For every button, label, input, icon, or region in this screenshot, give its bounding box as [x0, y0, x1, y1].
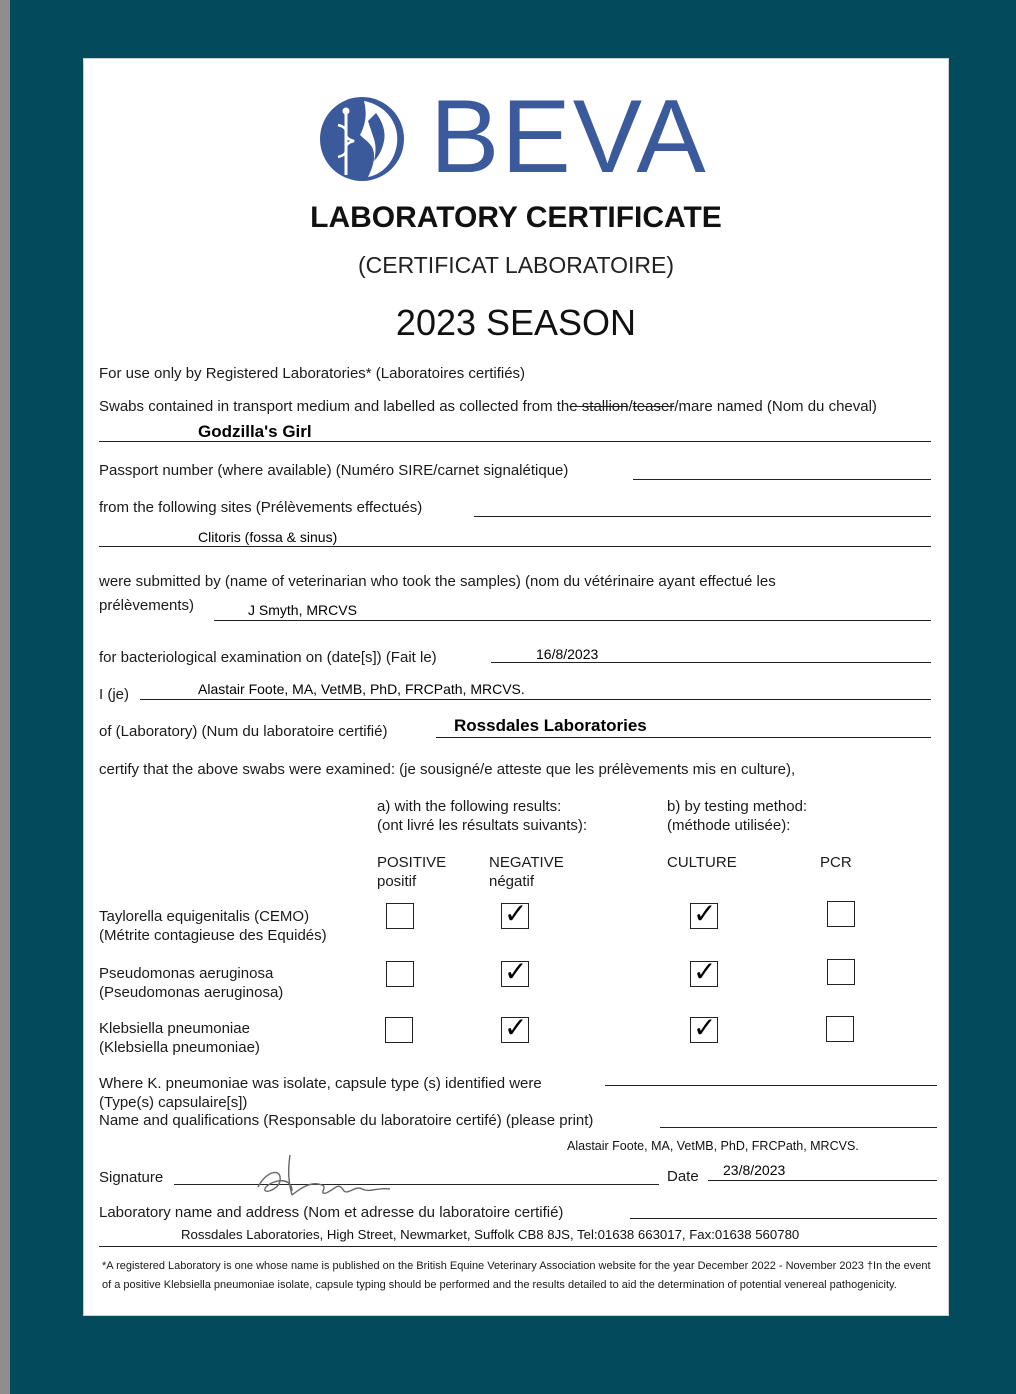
check-mark: ✓: [504, 897, 528, 930]
col-positive: [377, 853, 446, 891]
row-pseudomonas-name: Pseudomonas aeruginosa: [99, 965, 274, 982]
i-value[interactable]: Alastair Foote, MA, VetMB, PhD, FRCPath, MRCVS.: [198, 681, 525, 697]
pseudomonas-pcr-checkbox[interactable]: [827, 959, 855, 985]
col-negative-label: NEGATIVE: [489, 854, 564, 871]
pseudomonas-culture-checkbox[interactable]: [690, 955, 718, 988]
method-header-line2: (méthode utilisée):: [667, 817, 791, 834]
i-label: I (je): [99, 686, 129, 703]
logo-text: BEVA: [430, 79, 708, 195]
passport-label: Passport number (where available) (Numéro SIRE/carnet signalétique): [99, 462, 569, 479]
certificate-page: [83, 58, 949, 1316]
lab-value[interactable]: Rossdales Laboratories: [454, 716, 647, 735]
beva-logo: [316, 79, 736, 195]
results-header-line2: (ont livré les résultats suivants):: [377, 817, 588, 834]
col-negative-sub: négatif: [489, 873, 535, 890]
check-mark: ✓: [693, 955, 717, 988]
results-header-line1: a) with the following results:: [377, 798, 562, 815]
vet-line: [214, 620, 931, 621]
document-subtitle: (CERTIFICAT LABORATOIRE): [357, 252, 675, 278]
check-mark: ✓: [693, 1011, 717, 1044]
i-line: [140, 699, 931, 700]
signature-scribble: [252, 1151, 402, 1201]
sites-line-1: [474, 516, 931, 517]
window-edge: [0, 0, 10, 1394]
signature-line: [174, 1184, 659, 1185]
footnote: *A registered Laboratory is one whose name is published on the British Equine Veterinary Association website for the year December 2022 - November 2023 †In the event of a positive Klebsiella pneumoniae isolate, capsule typing should be performed and the results detailed to aid the determination of potential venereal pathogenicity.: [102, 1260, 931, 1291]
sites-label: from the following sites (Prélèvements effectués): [99, 499, 423, 516]
row-klebsiella-name: Klebsiella pneumoniae: [99, 1020, 250, 1037]
horse-name-value[interactable]: Godzilla's Girl: [198, 422, 312, 441]
col-negative: [489, 853, 564, 891]
klebsiella-pcr-checkbox[interactable]: [826, 1016, 854, 1042]
pseudomonas-positive-checkbox[interactable]: [386, 961, 414, 987]
passport-line: [633, 479, 931, 480]
row-pseudomonas: [99, 964, 283, 1002]
season-heading: 2023 SEASON: [395, 302, 637, 343]
capsule-label-line2: (Type(s) capsulaire[s]): [99, 1094, 248, 1111]
name-qual-line: [660, 1127, 937, 1128]
swabs-prefix: Swabs contained in transport medium and labelled as collected from th: [99, 398, 570, 415]
check-mark: ✓: [504, 1011, 528, 1044]
vet-label-line2: prélèvements): [99, 597, 195, 614]
registered-note: For use only by Registered Laboratories* (Laboratoires certifiés): [99, 365, 526, 382]
row-taylorella-sub: (Métrite contagieuse des Equidés): [99, 927, 327, 944]
klebsiella-negative-checkbox[interactable]: [501, 1011, 529, 1044]
row-klebsiella: [99, 1019, 260, 1057]
method-header: [667, 797, 807, 835]
date-value[interactable]: 23/8/2023: [723, 1162, 786, 1178]
klebsiella-positive-checkbox[interactable]: [385, 1017, 413, 1043]
capsule-line: [605, 1085, 937, 1086]
sites-line-2: [99, 546, 931, 547]
lab-label: of (Laboratory) (Num du laboratoire certifié): [99, 723, 388, 740]
lab-address-value[interactable]: Rossdales Laboratories, High Street, Newmarket, Suffolk CB8 8JS, Tel:01638 663017, Fax:01638 560780: [181, 1227, 800, 1242]
lab-address-line-1: [630, 1218, 937, 1219]
name-qual-label: Name and qualifications (Responsable du laboratoire certifé) (please print): [99, 1112, 594, 1129]
lab-address-line-2: [99, 1246, 937, 1247]
vet-label-line1: were submitted by (name of veterinarian who took the samples) (nom du vétérinaire ayant effectué les: [99, 573, 776, 590]
col-positive-sub: positif: [377, 873, 417, 890]
row-taylorella: [99, 907, 327, 945]
lab-line: [436, 737, 931, 738]
swabs-separator: /: [628, 398, 633, 415]
swabs-struck-teaser: teaser: [632, 398, 675, 415]
taylorella-positive-checkbox[interactable]: [386, 903, 414, 929]
swabs-label: [99, 398, 877, 415]
pseudomonas-negative-checkbox[interactable]: [501, 955, 529, 988]
row-klebsiella-sub: (Klebsiella pneumoniae): [99, 1039, 260, 1056]
horse-name-line: [99, 441, 931, 442]
exam-date-line: [491, 662, 931, 663]
vet-value[interactable]: J Smyth, MRCVS: [248, 602, 357, 618]
col-pcr: [820, 853, 852, 872]
taylorella-pcr-checkbox[interactable]: [827, 901, 855, 927]
swabs-struck-stallion: e stallion: [569, 398, 629, 415]
results-header: [377, 797, 587, 835]
date-label: Date: [667, 1168, 699, 1185]
certify-text: certify that the above swabs were examined: (je sousigné/e atteste que les prélèvements mis en culture),: [99, 761, 796, 778]
date-line: [708, 1180, 937, 1181]
swabs-suffix: /mare named (Nom du cheval): [674, 398, 877, 415]
col-culture-label: CULTURE: [667, 854, 737, 871]
exam-date-value[interactable]: 16/8/2023: [536, 646, 599, 662]
taylorella-culture-checkbox[interactable]: [690, 897, 718, 930]
signature-label: Signature: [99, 1169, 164, 1186]
exam-date-label: for bacteriological examination on (date[s]) (Fait le): [99, 649, 437, 666]
row-taylorella-name: Taylorella equigenitalis (CEMO): [99, 908, 310, 925]
capsule-label-line1: Where K. pneumoniae was isolate, capsule type (s) identified were: [99, 1075, 542, 1092]
document-title: LABORATORY CERTIFICATE: [310, 201, 722, 234]
method-header-line1: b) by testing method:: [667, 798, 808, 815]
sites-value[interactable]: Clitoris (fossa & sinus): [198, 529, 338, 545]
lab-address-label: Laboratory name and address (Nom et adresse du laboratoire certifié): [99, 1204, 564, 1221]
col-positive-label: POSITIVE: [377, 854, 447, 871]
name-qual-value[interactable]: Alastair Foote, MA, VetMB, PhD, FRCPath, MRCVS.: [567, 1139, 859, 1153]
taylorella-negative-checkbox[interactable]: [501, 897, 529, 930]
check-mark: ✓: [693, 897, 717, 930]
row-pseudomonas-sub: (Pseudomonas aeruginosa): [99, 984, 284, 1001]
klebsiella-culture-checkbox[interactable]: [690, 1011, 718, 1044]
col-culture: [667, 853, 737, 872]
col-pcr-label: PCR: [820, 854, 852, 871]
check-mark: ✓: [504, 955, 528, 988]
horse-caduceus-logo-icon: [316, 91, 412, 187]
